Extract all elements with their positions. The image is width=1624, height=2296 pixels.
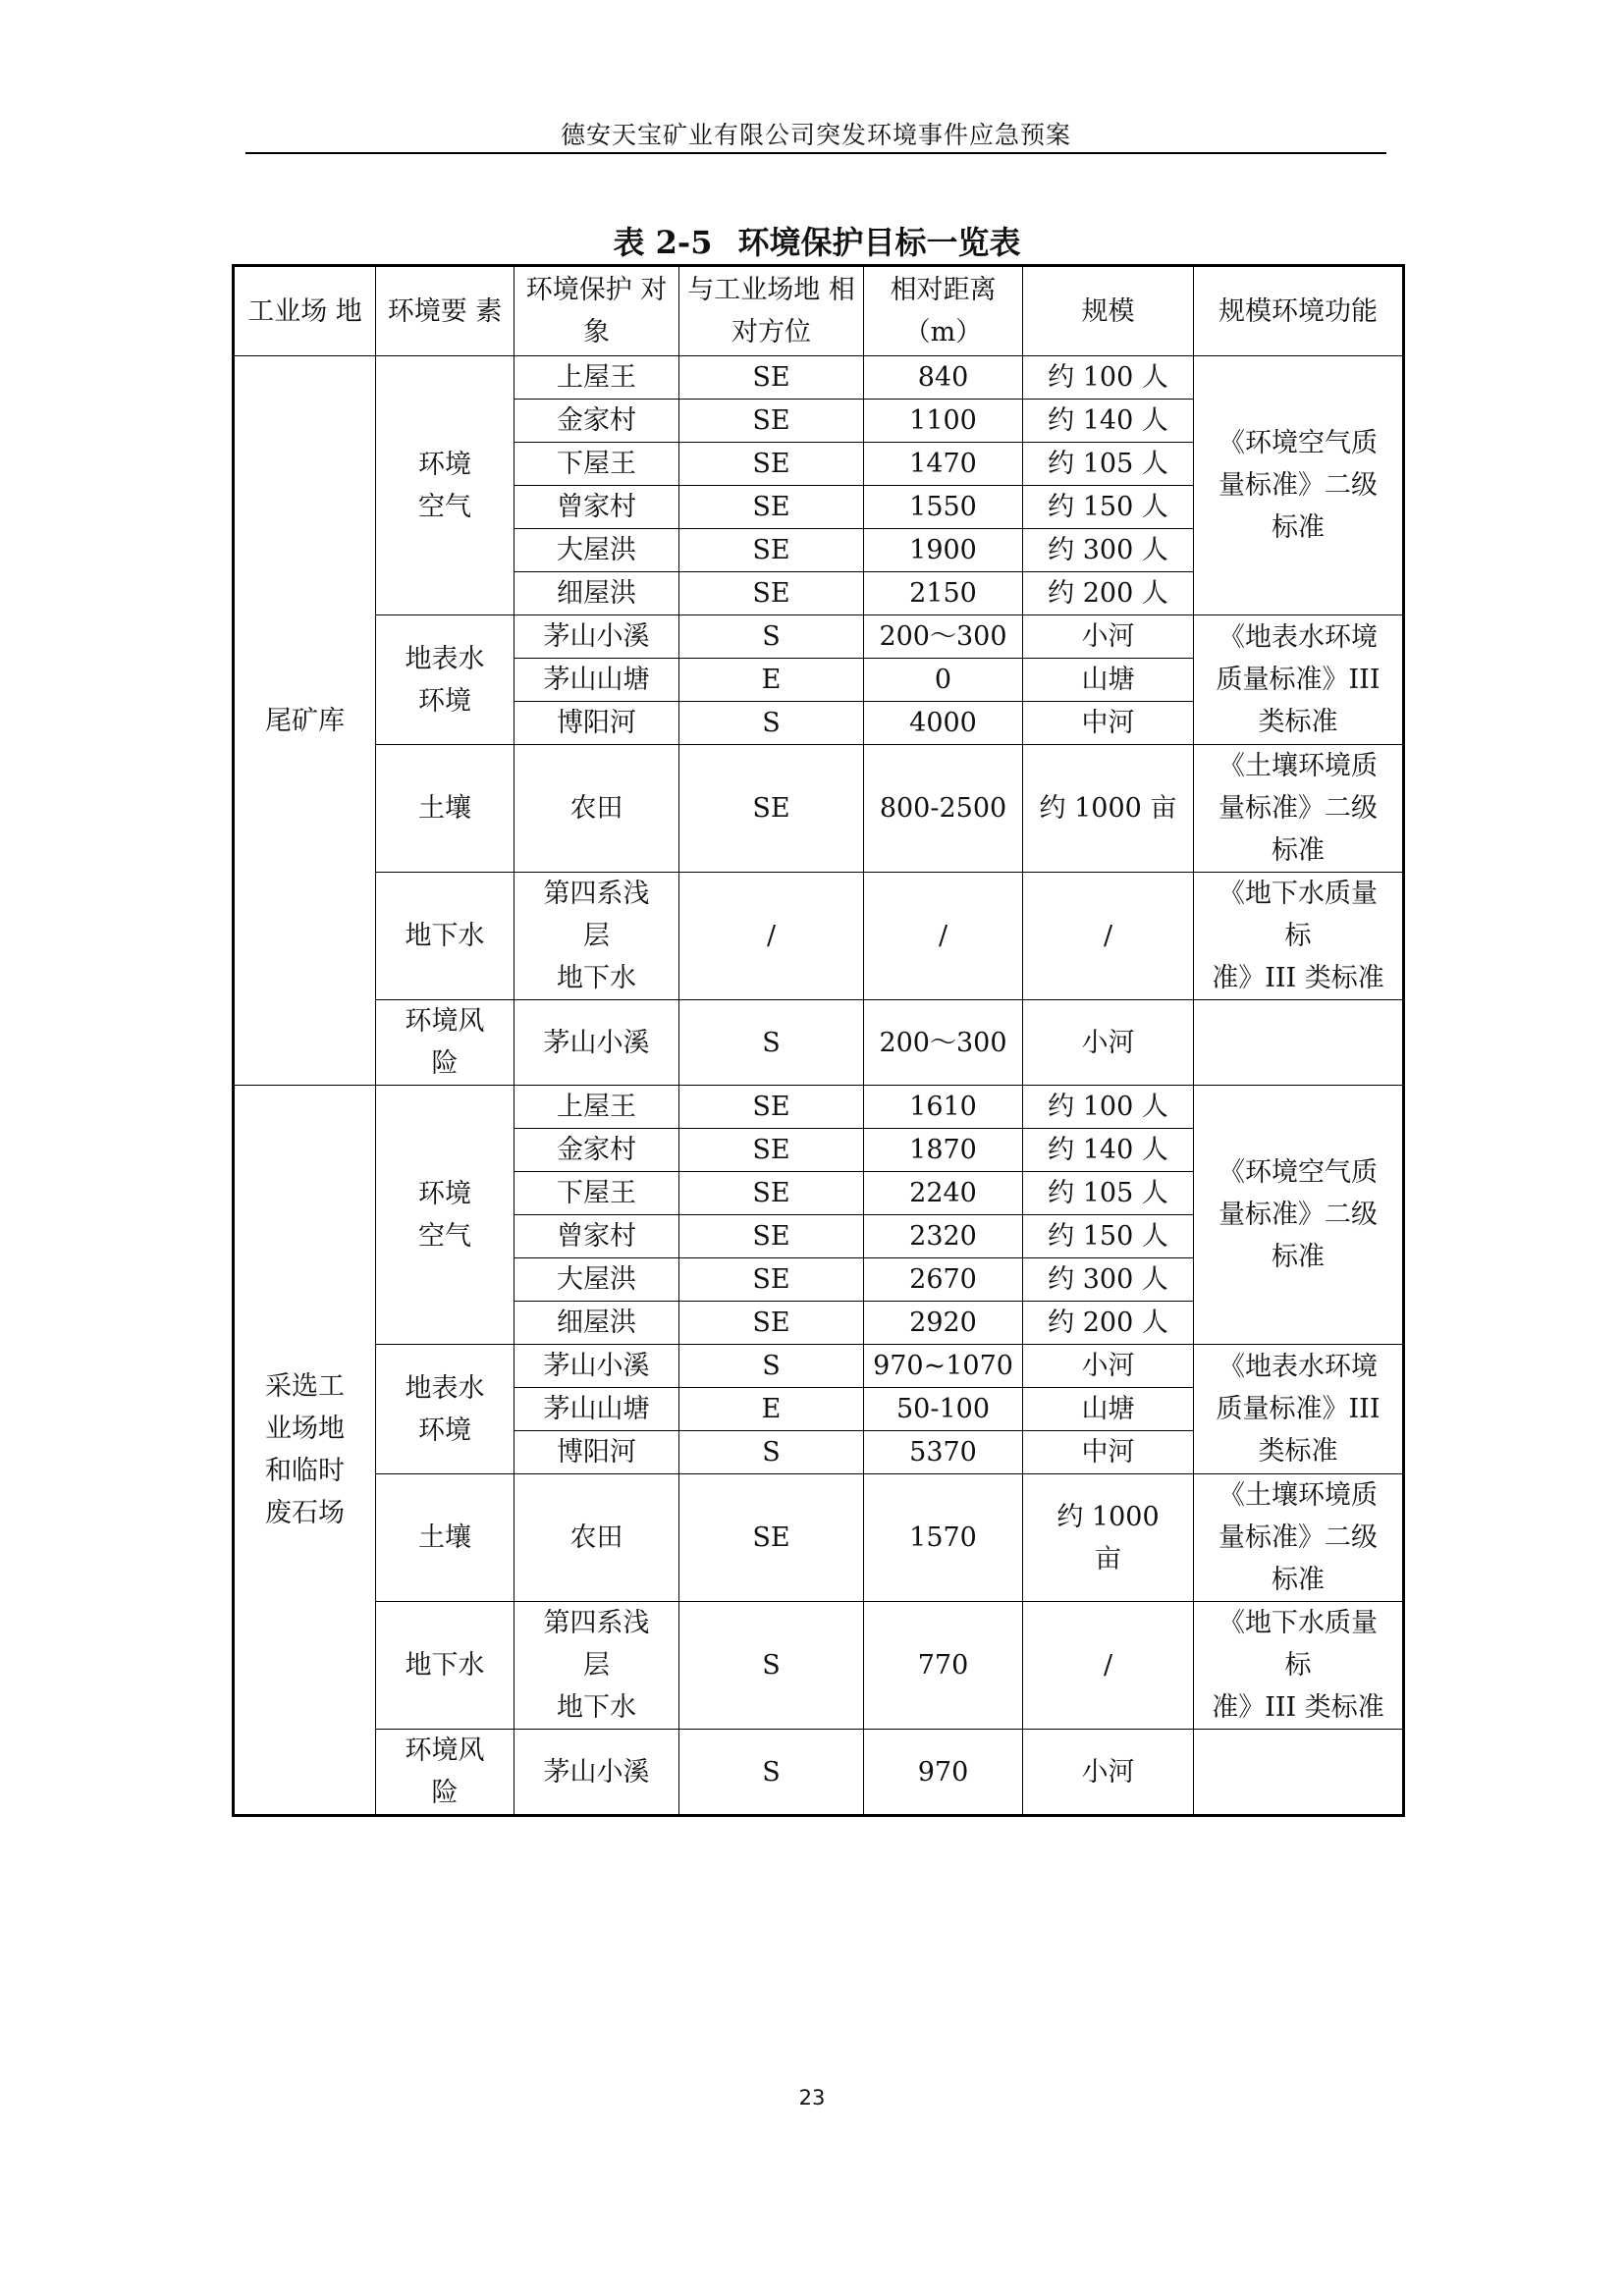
table-row xyxy=(234,745,1404,873)
scale-cell: 约 150 人 xyxy=(1023,1215,1194,1258)
scale-cell: 约 100 人 xyxy=(1023,356,1194,400)
table-row xyxy=(234,1602,1404,1730)
distance-cell: 1470 xyxy=(864,443,1023,486)
scale-cell: 中河 xyxy=(1023,1431,1194,1474)
direction-cell: SE xyxy=(679,1302,864,1345)
object-cell: 第四系浅 层 地下水 xyxy=(514,1602,679,1730)
object-cell: 上屋王 xyxy=(514,1086,679,1129)
table-row xyxy=(234,1086,1404,1129)
scale-cell: 约 300 人 xyxy=(1023,1258,1194,1302)
table-row xyxy=(234,1730,1404,1816)
distance-cell: 50-100 xyxy=(864,1388,1023,1431)
distance-cell: 1900 xyxy=(864,529,1023,572)
element-cell: 地表水 环境 xyxy=(376,1345,514,1474)
distance-cell: 200～300 xyxy=(864,615,1023,659)
element-cell: 环境风 险 xyxy=(376,1000,514,1086)
object-cell: 下屋王 xyxy=(514,1172,679,1215)
element-cell: 地下水 xyxy=(376,1602,514,1730)
distance-cell: 2150 xyxy=(864,572,1023,615)
page-number: 23 xyxy=(798,2086,826,2109)
column-header: 环境要 素 xyxy=(376,266,514,356)
direction-cell: S xyxy=(679,1431,864,1474)
standard-cell: 《环境空气质 量标准》二级 标准 xyxy=(1194,1086,1404,1345)
distance-cell: 1550 xyxy=(864,486,1023,529)
object-cell: 细屋洪 xyxy=(514,572,679,615)
distance-cell: 200～300 xyxy=(864,1000,1023,1086)
object-cell: 博阳河 xyxy=(514,1431,679,1474)
scale-cell: 约 1000 亩 xyxy=(1023,1474,1194,1602)
standard-cell xyxy=(1194,1730,1404,1816)
column-header: 工业场 地 xyxy=(234,266,376,356)
element-cell: 环境 空气 xyxy=(376,1086,514,1345)
standard-cell: 《地表水环境 质量标准》III 类标准 xyxy=(1194,615,1404,745)
scale-cell: 山塘 xyxy=(1023,1388,1194,1431)
direction-cell: SE xyxy=(679,486,864,529)
table-row xyxy=(234,615,1404,659)
object-cell: 下屋王 xyxy=(514,443,679,486)
table-row xyxy=(234,1474,1404,1602)
direction-cell: S xyxy=(679,1602,864,1730)
direction-cell: SE xyxy=(679,572,864,615)
distance-cell: 0 xyxy=(864,659,1023,702)
standard-cell: 《地表水环境 质量标准》III 类标准 xyxy=(1194,1345,1404,1474)
scale-cell: 中河 xyxy=(1023,702,1194,745)
scale-cell: 约 100 人 xyxy=(1023,1086,1194,1129)
object-cell: 细屋洪 xyxy=(514,1302,679,1345)
object-cell: 博阳河 xyxy=(514,702,679,745)
column-header: 相对距离 （m） xyxy=(864,266,1023,356)
distance-cell: 840 xyxy=(864,356,1023,400)
direction-cell: / xyxy=(679,873,864,1000)
distance-cell: / xyxy=(864,873,1023,1000)
site-cell: 采选工 业场地 和临时 废石场 xyxy=(234,1086,376,1816)
scale-cell: / xyxy=(1023,1602,1194,1730)
site-cell: 尾矿库 xyxy=(234,356,376,1086)
column-header: 规模环境功能 xyxy=(1194,266,1404,356)
standard-cell: 《土壤环境质 量标准》二级 标准 xyxy=(1194,1474,1404,1602)
table-row xyxy=(234,1345,1404,1388)
direction-cell: S xyxy=(679,702,864,745)
scale-cell: 小河 xyxy=(1023,1000,1194,1086)
direction-cell: SE xyxy=(679,1474,864,1602)
direction-cell: SE xyxy=(679,400,864,443)
distance-cell: 2240 xyxy=(864,1172,1023,1215)
column-header: 规模 xyxy=(1023,266,1194,356)
standard-cell: 《地下水质量 标 准》III 类标准 xyxy=(1194,873,1404,1000)
distance-cell: 2670 xyxy=(864,1258,1023,1302)
distance-cell: 1610 xyxy=(864,1086,1023,1129)
column-header: 环境保护 对象 xyxy=(514,266,679,356)
scale-cell: 小河 xyxy=(1023,615,1194,659)
object-cell: 金家村 xyxy=(514,1129,679,1172)
direction-cell: S xyxy=(679,1345,864,1388)
distance-cell: 4000 xyxy=(864,702,1023,745)
object-cell: 茅山小溪 xyxy=(514,1730,679,1816)
scale-cell: 约 150 人 xyxy=(1023,486,1194,529)
element-cell: 地表水 环境 xyxy=(376,615,514,745)
table-number: 表 2-5 xyxy=(613,224,713,261)
column-header: 与工业场地 相对方位 xyxy=(679,266,864,356)
object-cell: 茅山山塘 xyxy=(514,1388,679,1431)
element-cell: 土壤 xyxy=(376,745,514,873)
distance-cell: 2920 xyxy=(864,1302,1023,1345)
distance-cell: 800-2500 xyxy=(864,745,1023,873)
direction-cell: E xyxy=(679,1388,864,1431)
distance-cell: 970 xyxy=(864,1730,1023,1816)
scale-cell: 小河 xyxy=(1023,1345,1194,1388)
table-title xyxy=(232,218,1402,263)
object-cell: 曾家村 xyxy=(514,486,679,529)
standard-cell xyxy=(1194,1000,1404,1086)
direction-cell: S xyxy=(679,1730,864,1816)
table-row xyxy=(234,1000,1404,1086)
standard-cell: 《土壤环境质 量标准》二级 标准 xyxy=(1194,745,1404,873)
element-cell: 环境 空气 xyxy=(376,356,514,615)
scale-cell: 约 105 人 xyxy=(1023,443,1194,486)
distance-cell: 1570 xyxy=(864,1474,1023,1602)
scale-cell: / xyxy=(1023,873,1194,1000)
table-row xyxy=(234,356,1404,400)
object-cell: 第四系浅 层 地下水 xyxy=(514,873,679,1000)
table-header-row xyxy=(234,266,1404,356)
scale-cell: 约 200 人 xyxy=(1023,572,1194,615)
standard-cell: 《地下水质量 标 准》III 类标准 xyxy=(1194,1602,1404,1730)
element-cell: 土壤 xyxy=(376,1474,514,1602)
direction-cell: SE xyxy=(679,1086,864,1129)
scale-cell: 约 200 人 xyxy=(1023,1302,1194,1345)
scale-cell: 约 140 人 xyxy=(1023,1129,1194,1172)
object-cell: 茅山山塘 xyxy=(514,659,679,702)
object-cell: 茅山小溪 xyxy=(514,1000,679,1086)
scale-cell: 约 1000 亩 xyxy=(1023,745,1194,873)
object-cell: 农田 xyxy=(514,745,679,873)
object-cell: 上屋王 xyxy=(514,356,679,400)
direction-cell: SE xyxy=(679,356,864,400)
direction-cell: SE xyxy=(679,1129,864,1172)
scale-cell: 小河 xyxy=(1023,1730,1194,1816)
direction-cell: SE xyxy=(679,1258,864,1302)
table-row xyxy=(234,873,1404,1000)
table-body xyxy=(234,356,1404,1816)
direction-cell: SE xyxy=(679,443,864,486)
distance-cell: 1100 xyxy=(864,400,1023,443)
object-cell: 大屋洪 xyxy=(514,529,679,572)
environment-protection-table xyxy=(232,264,1405,1817)
scale-cell: 约 300 人 xyxy=(1023,529,1194,572)
table-name: 环境保护目标一览表 xyxy=(737,224,1021,261)
object-cell: 曾家村 xyxy=(514,1215,679,1258)
element-cell: 地下水 xyxy=(376,873,514,1000)
scale-cell: 约 140 人 xyxy=(1023,400,1194,443)
scale-cell: 约 105 人 xyxy=(1023,1172,1194,1215)
object-cell: 茅山小溪 xyxy=(514,615,679,659)
standard-cell: 《环境空气质 量标准》二级 标准 xyxy=(1194,356,1404,615)
page-header: 德安天宝矿业有限公司突发环境事件应急预案 xyxy=(560,121,1071,149)
direction-cell: SE xyxy=(679,745,864,873)
distance-cell: 1870 xyxy=(864,1129,1023,1172)
direction-cell: SE xyxy=(679,529,864,572)
direction-cell: SE xyxy=(679,1172,864,1215)
object-cell: 茅山小溪 xyxy=(514,1345,679,1388)
scale-cell: 山塘 xyxy=(1023,659,1194,702)
distance-cell: 5370 xyxy=(864,1431,1023,1474)
element-cell: 环境风 险 xyxy=(376,1730,514,1816)
direction-cell: S xyxy=(679,1000,864,1086)
direction-cell: E xyxy=(679,659,864,702)
object-cell: 大屋洪 xyxy=(514,1258,679,1302)
object-cell: 农田 xyxy=(514,1474,679,1602)
header-rule xyxy=(245,152,1386,154)
object-cell: 金家村 xyxy=(514,400,679,443)
direction-cell: S xyxy=(679,615,864,659)
distance-cell: 970~1070 xyxy=(864,1345,1023,1388)
distance-cell: 770 xyxy=(864,1602,1023,1730)
direction-cell: SE xyxy=(679,1215,864,1258)
distance-cell: 2320 xyxy=(864,1215,1023,1258)
